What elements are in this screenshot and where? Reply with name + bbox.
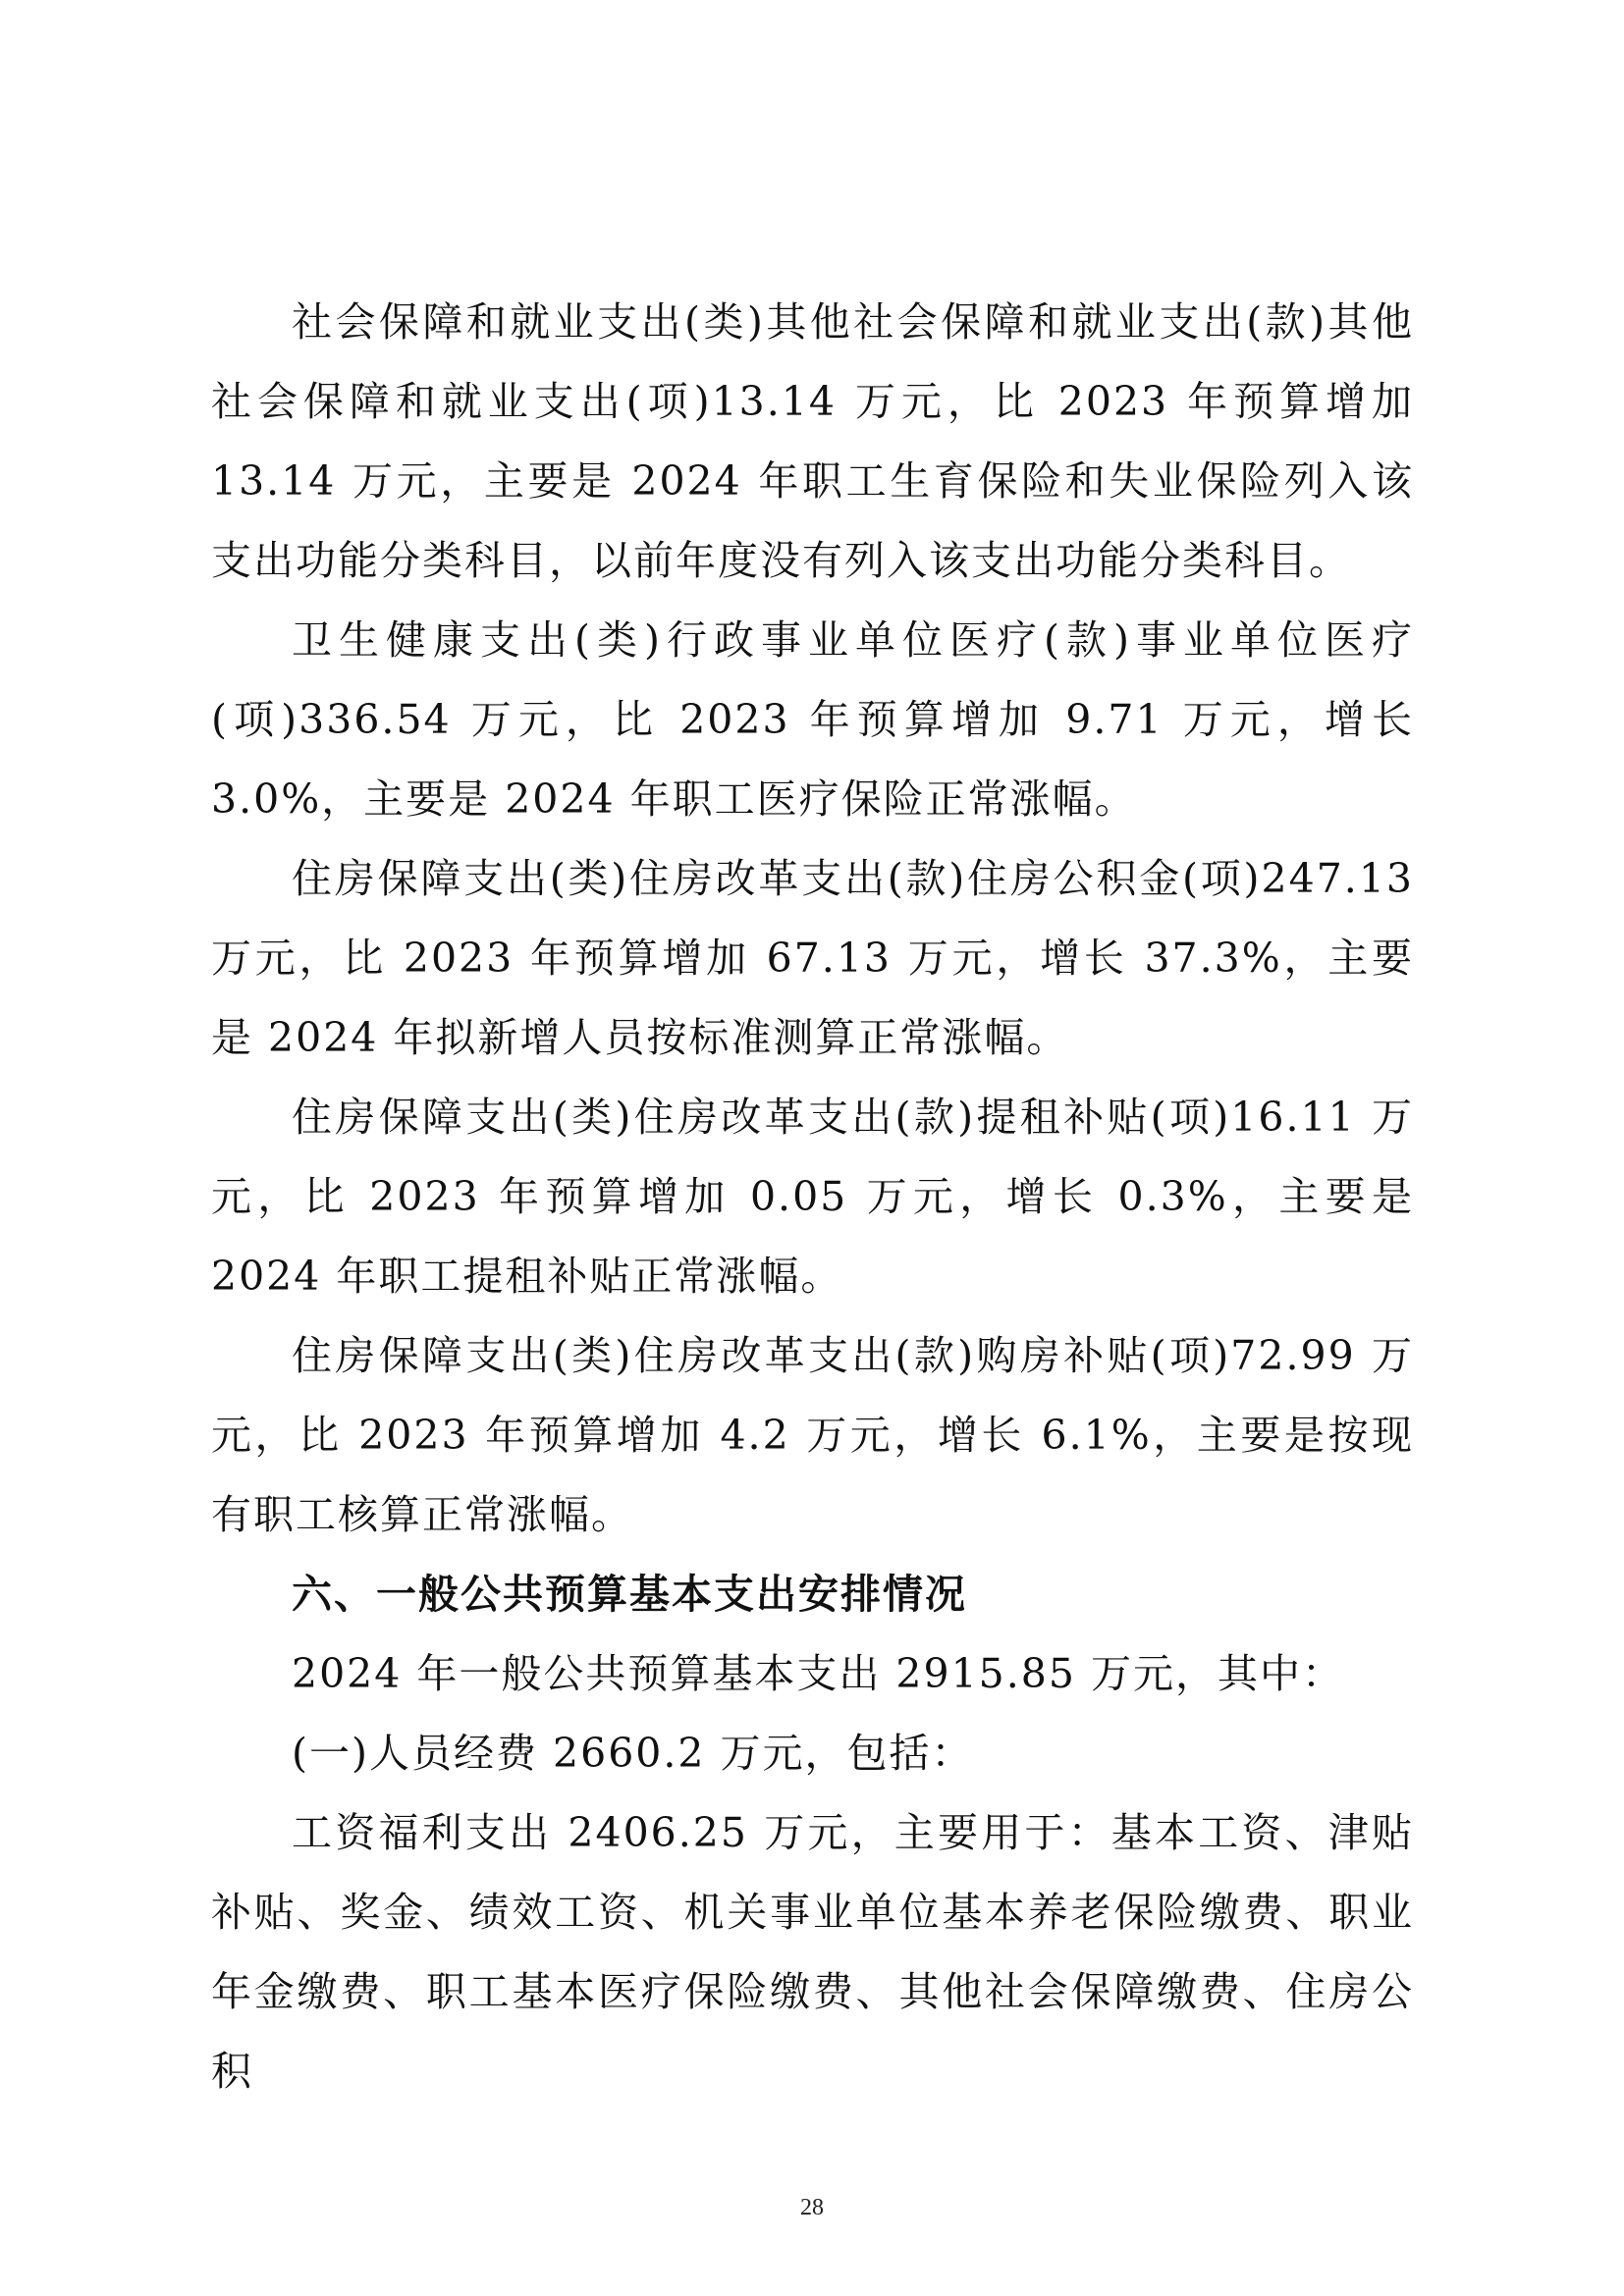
paragraph-rent-subsidy: 住房保障支出(类)住房改革支出(款)提租补贴(项)16.11 万元，比 2023 年预算增加 0.05 万元，增长 0.3%，主要是 2024 年职工提租补贴正常涨幅。 (211, 1094, 1414, 1300)
paragraph-personnel-expenses: (一)人员经费 2660.2 万元，包括： (292, 1730, 974, 1777)
paragraph-purchase-subsidy: 住房保障支出(类)住房改革支出(款)购房补贴(项)72.99 万元，比 2023 年预算增加 4.2 万元，增长 6.1%，主要是按现有职工核算正常涨幅。 (211, 1332, 1414, 1538)
paragraph-health: 卫生健康支出(类)行政事业单位医疗(款)事业单位医疗(项)336.54 万元，比 2023 年预算增加 9.71 万元，增长 3.0%，主要是 2024 年职工医疗保险正常涨幅。 (211, 616, 1414, 823)
page-number: 28 (800, 2195, 824, 2220)
paragraph-housing-fund: 住房保障支出(类)住房改革支出(款)住房公积金(项)247.13 万元，比 2023 年预算增加 67.13 万元，增长 37.3%，主要是 2024 年拟新增人员按标准测算正常涨幅。 (211, 855, 1414, 1061)
document-body (211, 283, 1414, 2111)
paragraph-wages-welfare: 工资福利支出 2406.25 万元，主要用于：基本工资、津贴补贴、奖金、绩效工资、机关事业单位基本养老保险缴费、职业年金缴费、职工基本医疗保险缴费、其他社会保障缴费、住房公积 (211, 1809, 1414, 2095)
section-heading: 六、一般公共预算基本支出安排情况 (292, 1571, 967, 1618)
paragraph-basic-expenditure: 2024 年一般公共预算基本支出 2915.85 万元，其中： (292, 1650, 1344, 1697)
paragraph-social-security: 社会保障和就业支出(类)其他社会保障和就业支出(款)其他社会保障和就业支出(项)13.14 万元，比 2023 年预算增加 13.14 万元，主要是 2024 年职工生育保险和失业保险列入该支出功能分类科目，以前年度没有列入该支出功能分类科目。 (211, 298, 1414, 584)
